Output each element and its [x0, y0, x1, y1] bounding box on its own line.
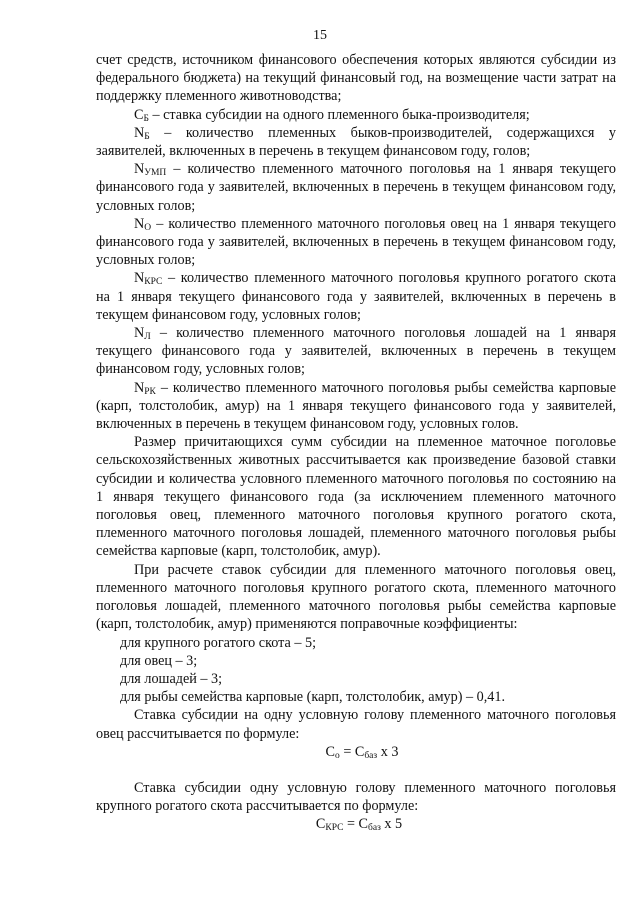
coefficient-item-carp: для рыбы семейства карповые (карп, толстолобик, амур) – 0,41.: [120, 689, 506, 706]
symbol: N: [134, 161, 145, 178]
formula-lhs: С: [315, 816, 326, 833]
formula-multiplier: х 3: [377, 743, 399, 760]
definition-cb: [96, 106, 616, 124]
symbol-subscript: РК: [144, 386, 156, 397]
page-number: 15: [313, 28, 327, 43]
formula-lhs: С: [325, 743, 336, 760]
formula-sheep-rate: [96, 743, 616, 761]
definition-nrk: [96, 379, 616, 434]
symbol: N: [134, 379, 145, 396]
formula-rhs: С: [358, 816, 369, 833]
definition-text: – количество племенного маточного поголовья лошадей на 1 января текущего финансового года у заявителей, включенных в перечень в текущем финансовом году, условных голов;: [96, 325, 616, 378]
coefficient-item-cattle: для крупного рогатого скота – 5;: [120, 634, 317, 651]
paragraph-correction-coefficients: При расчете ставок субсидии для племенного маточного поголовья овец, племенного маточного поголовья крупного рогатого скота, племенного маточного поголовья лошадей, племенного маточного поголовья рыбы семейства карповые (карп, толстолобик, амур) применяются поправочные коэффициенты:: [96, 561, 616, 633]
coefficient-item-horses: для лошадей – 3;: [120, 670, 223, 687]
formula-cattle-rate: [96, 815, 616, 833]
definition-nb: [96, 124, 616, 160]
definition-nkrs: [96, 269, 616, 324]
definition-no: [96, 215, 616, 270]
definition-nl: [96, 324, 616, 379]
formula-equals: =: [339, 743, 355, 760]
symbol-subscript: Б: [144, 131, 150, 142]
definition-text: – количество племенного маточного поголовья овец на 1 января текущего финансового года у заявителей, включенных в перечень в текущем финансовом году, условных голов;: [96, 215, 616, 269]
symbol-subscript: Л: [144, 332, 151, 343]
symbol-subscript: Б: [143, 113, 149, 124]
definition-text: – количество племенного маточного поголовья крупного рогатого скота на 1 января текущего финансового года у заявителей, включенных в перечень в текущем финансовом году, условных голов;: [96, 270, 616, 323]
formula-rhs-subscript: баз: [368, 823, 381, 834]
formula-equals: =: [343, 816, 359, 833]
definition-nump: [96, 160, 616, 215]
paragraph-sheep-rate: Ставка субсидии на одну условную голову племенного маточного поголовья овец рассчитывается по формуле:: [96, 707, 616, 742]
paragraph-funding-source: счет средств, источником финансового обеспечения которых являются субсидии из федерального бюджета) на текущий финансовый год, на возмещение части затрат на поддержку племенного животноводства;: [96, 52, 616, 105]
symbol: N: [134, 270, 145, 287]
paragraph-cattle-rate: Ставка субсидии одну условную голову племенного маточного поголовья крупного рогатого скота рассчитывается по формуле:: [96, 779, 616, 815]
symbol-subscript: О: [144, 222, 152, 233]
symbol: С: [134, 106, 144, 123]
spacer: [96, 761, 616, 779]
definition-text: – ставка субсидии на одного племенного быка-производителя;: [148, 106, 530, 123]
symbol: N: [134, 215, 145, 232]
document-body: [96, 51, 616, 834]
coefficient-item-sheep: для овец – 3;: [120, 652, 198, 669]
symbol-subscript: КРС: [144, 277, 163, 288]
definition-text: – количество племенного маточного поголовья рыбы семейства карповые (карп, толстолобик, амур) на 1 января текущего финансового года у заявителей, включенных в перечень в текущем финансовом году, условных голов.: [96, 379, 616, 433]
symbol-subscript: УМП: [144, 168, 167, 179]
paragraph-subsidy-amount: Размер причитающихся сумм субсидии на племенное маточное поголовье сельскохозяйственных животных рассчитывается как произведение базовой ставки субсидии и количества условного племенного маточного поголовья по состоянию на 1 января текущего финансового года (за исключением племенного маточного поголовья овец, племенного маточного поголовья крупного рогатого скота, племенного маточного поголовья лошадей, племенного маточного поголовья рыбы семейства карповые (карп, толстолобик, амур).: [96, 434, 616, 560]
symbol: N: [134, 124, 145, 141]
formula-lhs-subscript: о: [335, 750, 340, 761]
definition-text: – количество племенных быков-производителей, содержащихся у заявителей, включенных в перечень в текущем финансовом году, голов;: [96, 124, 616, 160]
formula-rhs: С: [354, 743, 365, 760]
formula-multiplier: х 5: [380, 816, 403, 833]
formula-lhs-subscript: КРС: [325, 823, 344, 834]
definition-text: – количество племенного маточного поголовья на 1 января текущего финансового года у заявителей, включенных в перечень в текущем финансовом году, условных голов;: [96, 161, 616, 214]
formula-rhs-subscript: баз: [364, 750, 378, 761]
symbol: N: [134, 325, 145, 342]
